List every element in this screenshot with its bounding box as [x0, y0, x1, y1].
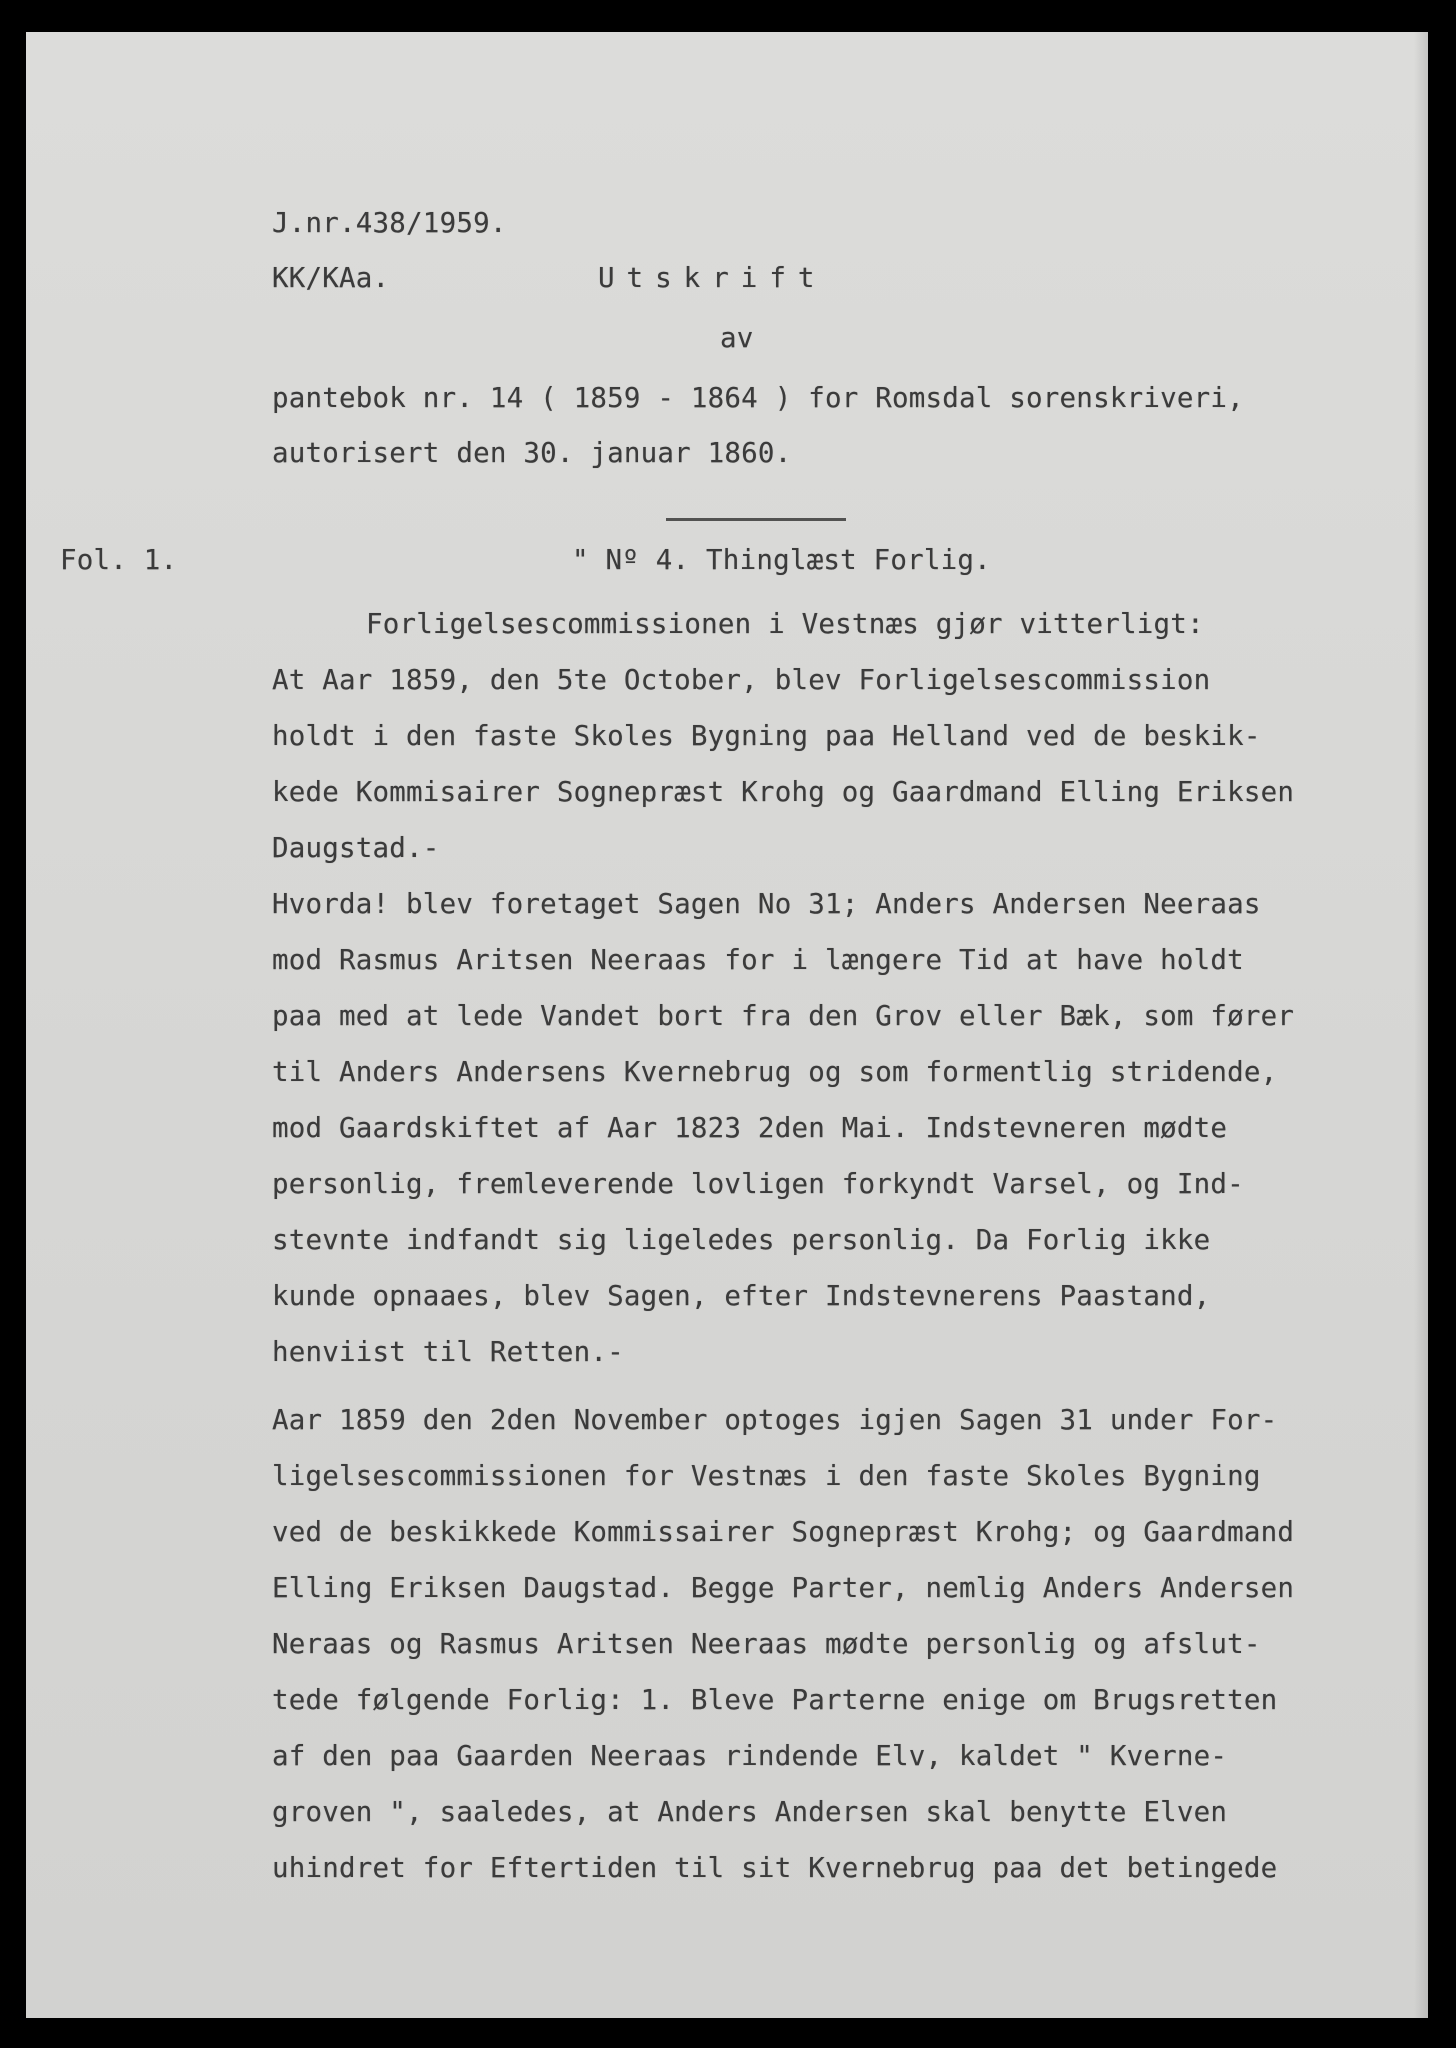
- journal-number: J.nr.438/1959.: [272, 207, 507, 239]
- body-line: kunde opnaaes, blev Sagen, efter Indstevnerens Paastand,: [272, 1280, 1211, 1312]
- body-line: Aar 1859 den 2den November optoges igjen Sagen 31 under For-: [272, 1404, 1278, 1436]
- body-line: Hvorda! blev foretaget Sagen No 31; Anders Andersen Neeraas: [272, 888, 1261, 920]
- heading-line-2: autorisert den 30. januar 1860.: [272, 437, 792, 469]
- body-line: henviist til Retten.-: [272, 1336, 624, 1368]
- body-line: Forligelsescommissionen i Vestnæs gjør vitterligt:: [366, 608, 1204, 640]
- body-line: Daugstad.-: [272, 832, 440, 864]
- body-line: uhindret for Eftertiden til sit Kvernebrug paa det betingede: [272, 1852, 1278, 1884]
- entry-heading: " Nº 4. Thinglæst Forlig.: [572, 544, 991, 576]
- separator-rule: [666, 518, 846, 521]
- body-line: holdt i den faste Skoles Bygning paa Helland ved de beskik-: [272, 720, 1261, 752]
- body-line: At Aar 1859, den 5te October, blev Forligelsescommission: [272, 664, 1211, 696]
- body-line: til Anders Andersens Kvernebrug og som formentlig stridende,: [272, 1056, 1278, 1088]
- title-av: av: [720, 322, 754, 354]
- body-line: mod Rasmus Aritsen Neeraas for i længere Tid at have holdt: [272, 944, 1244, 976]
- body-line: personlig, fremleverende lovligen forkyndt Varsel, og Ind-: [272, 1168, 1244, 1200]
- body-line: ligelsescommissionen for Vestnæs i den faste Skoles Bygning: [272, 1460, 1261, 1492]
- heading-line-1: pantebok nr. 14 ( 1859 - 1864 ) for Romsdal sorenskriveri,: [272, 382, 1244, 414]
- document-title: Utskrift: [598, 262, 827, 294]
- body-line: Elling Eriksen Daugstad. Begge Parter, nemlig Anders Andersen: [272, 1572, 1295, 1604]
- document-page: [26, 32, 1428, 2018]
- body-line: af den paa Gaarden Neeraas rindende Elv, kaldet " Kverne-: [272, 1740, 1228, 1772]
- body-line: ved de beskikkede Kommissairer Sognepræst Krohg; og Gaardmand: [272, 1516, 1295, 1548]
- body-line: mod Gaardskiftet af Aar 1823 2den Mai. Indstevneren mødte: [272, 1112, 1228, 1144]
- body-line: paa med at lede Vandet bort fra den Grov eller Bæk, som fører: [272, 1000, 1295, 1032]
- body-line: Neraas og Rasmus Aritsen Neeraas mødte personlig og afslut-: [272, 1628, 1261, 1660]
- body-line: tede følgende Forlig: 1. Bleve Parterne enige om Brugsretten: [272, 1684, 1278, 1716]
- initials: KK/KAa.: [272, 262, 390, 294]
- body-line: stevnte indfandt sig ligeledes personlig. Da Forlig ikke: [272, 1224, 1211, 1256]
- folio-label: Fol. 1.: [60, 544, 178, 576]
- body-line: groven ", saaledes, at Anders Andersen skal benytte Elven: [272, 1796, 1228, 1828]
- body-line: kede Kommisairer Sognepræst Krohg og Gaardmand Elling Eriksen: [272, 776, 1295, 808]
